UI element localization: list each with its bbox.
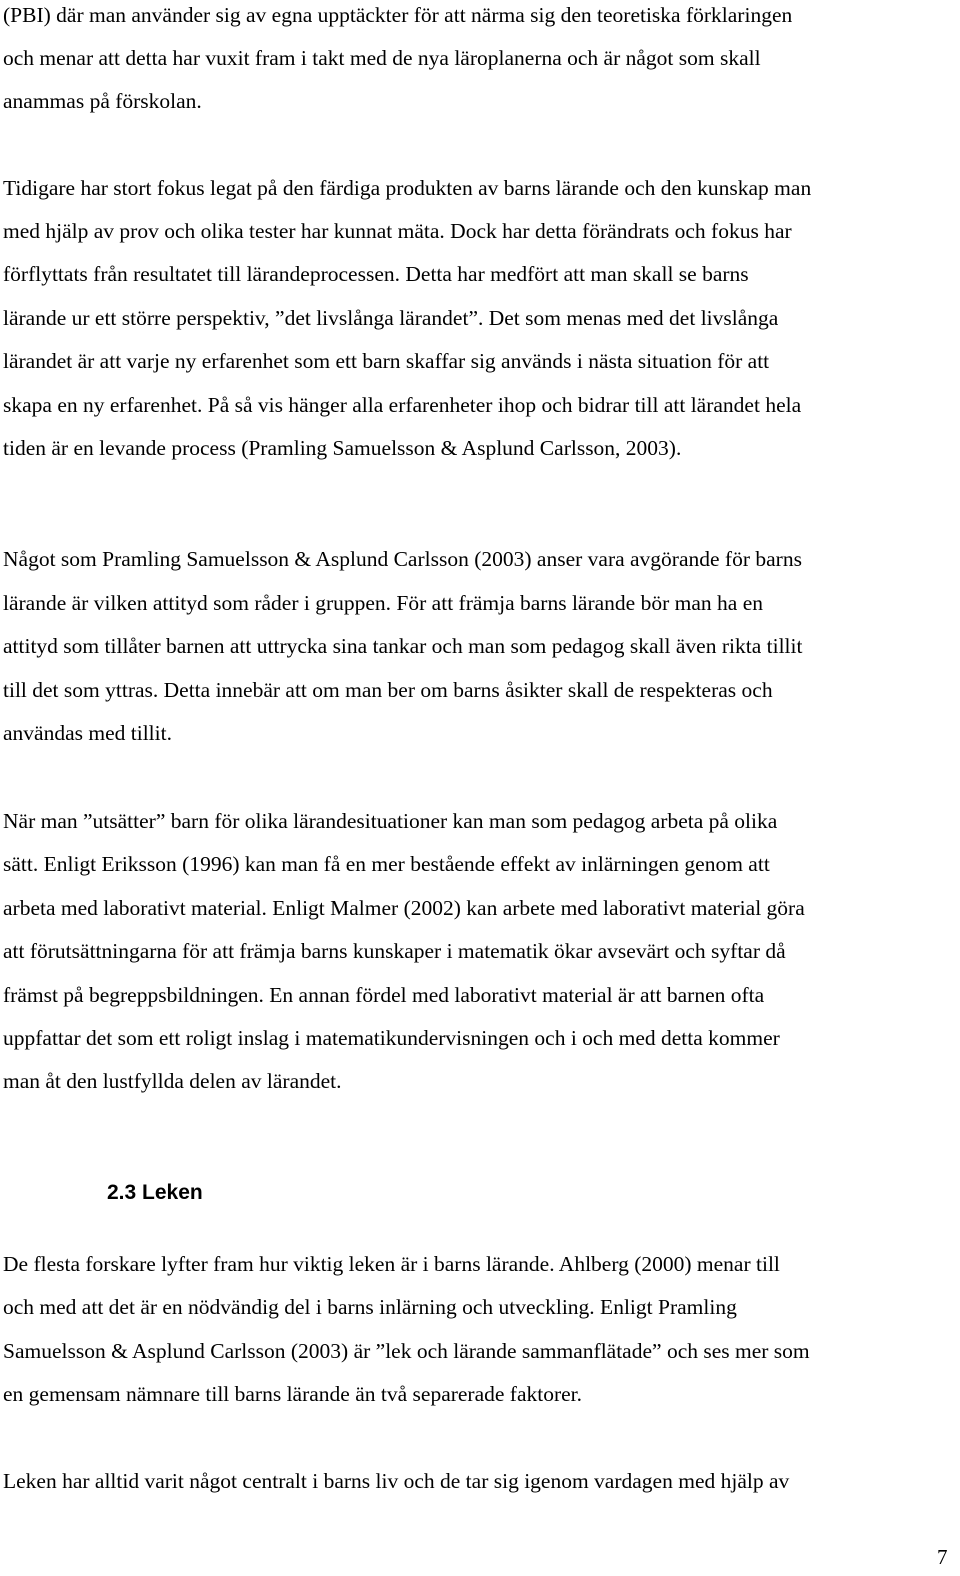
text-line: Samuelsson & Asplund Carlsson (2003) är ”lek och lärande sammanflätade” och ses mer som [3, 1339, 810, 1363]
text-line: förflyttats från resultatet till lärandeprocessen. Detta har medfört att man skall se barns [3, 262, 749, 286]
section-heading: 2.3 Leken [107, 1181, 203, 1204]
text-line: sätt. Enligt Eriksson (1996) kan man få en mer bestående effekt av inlärningen genom att [3, 852, 770, 876]
text-line: lärande är vilken attityd som råder i gruppen. För att främja barns lärande bör man ha en [3, 591, 763, 615]
text-line: tiden är en levande process (Pramling Samuelsson & Asplund Carlsson, 2003). [3, 436, 682, 460]
text-line: De flesta forskare lyfter fram hur viktig leken är i barns lärande. Ahlberg (2000) menar till [3, 1252, 780, 1276]
text-line: och menar att detta har vuxit fram i takt med de nya läroplanerna och är något som skall [3, 46, 761, 70]
text-line: attityd som tillåter barnen att uttrycka sina tankar och man som pedagog skall även rikta tillit [3, 634, 803, 658]
text-line: anammas på förskolan. [3, 89, 202, 113]
text-line: och med att det är en nödvändig del i barns inlärning och utveckling. Enligt Pramling [3, 1295, 737, 1319]
text-line: Leken har alltid varit något centralt i barns liv och de tar sig igenom vardagen med hjälp av [3, 1469, 790, 1493]
text-line: lärandet är att varje ny erfarenhet som ett barn skaffar sig används i nästa situation för att [3, 349, 770, 373]
text-line: främst på begreppsbildningen. En annan fördel med laborativt material är att barnen ofta [3, 983, 765, 1007]
text-line: användas med tillit. [3, 721, 172, 745]
text-line: lärande ur ett större perspektiv, ”det livslånga lärandet”. Det som menas med det livslånga [3, 306, 779, 330]
text-line: Tidigare har stort fokus legat på den färdiga produkten av barns lärande och den kunskap man [3, 176, 812, 200]
text-line: att förutsättningarna för att främja barns kunskaper i matematik ökar avsevärt och syftar då [3, 939, 786, 963]
text-line: till det som yttras. Detta innebär att om man ber om barns åsikter skall de respekteras och [3, 678, 773, 702]
text-line: man åt den lustfyllda delen av lärandet. [3, 1069, 342, 1093]
text-line: skapa en ny erfarenhet. På så vis hänger alla erfarenheter ihop och bidrar till att lärandet hela [3, 393, 802, 417]
text-line: uppfattar det som ett roligt inslag i matematikundervisningen och i och med detta kommer [3, 1026, 780, 1050]
text-line: Något som Pramling Samuelsson & Asplund Carlsson (2003) anser vara avgörande för barns [3, 547, 802, 571]
text-line: (PBI) där man använder sig av egna upptäckter för att närma sig den teoretiska förklaringen [3, 3, 793, 27]
text-line: med hjälp av prov och olika tester har kunnat mäta. Dock har detta förändrats och fokus har [3, 219, 792, 243]
text-line: arbeta med laborativt material. Enligt Malmer (2002) kan arbete med laborativt material göra [3, 896, 805, 920]
text-line: en gemensam nämnare till barns lärande än två separerade faktorer. [3, 1382, 583, 1406]
text-line: När man ”utsätter” barn för olika lärandesituationer kan man som pedagog arbeta på olika [3, 809, 778, 833]
page-number: 7 [937, 1545, 948, 1569]
